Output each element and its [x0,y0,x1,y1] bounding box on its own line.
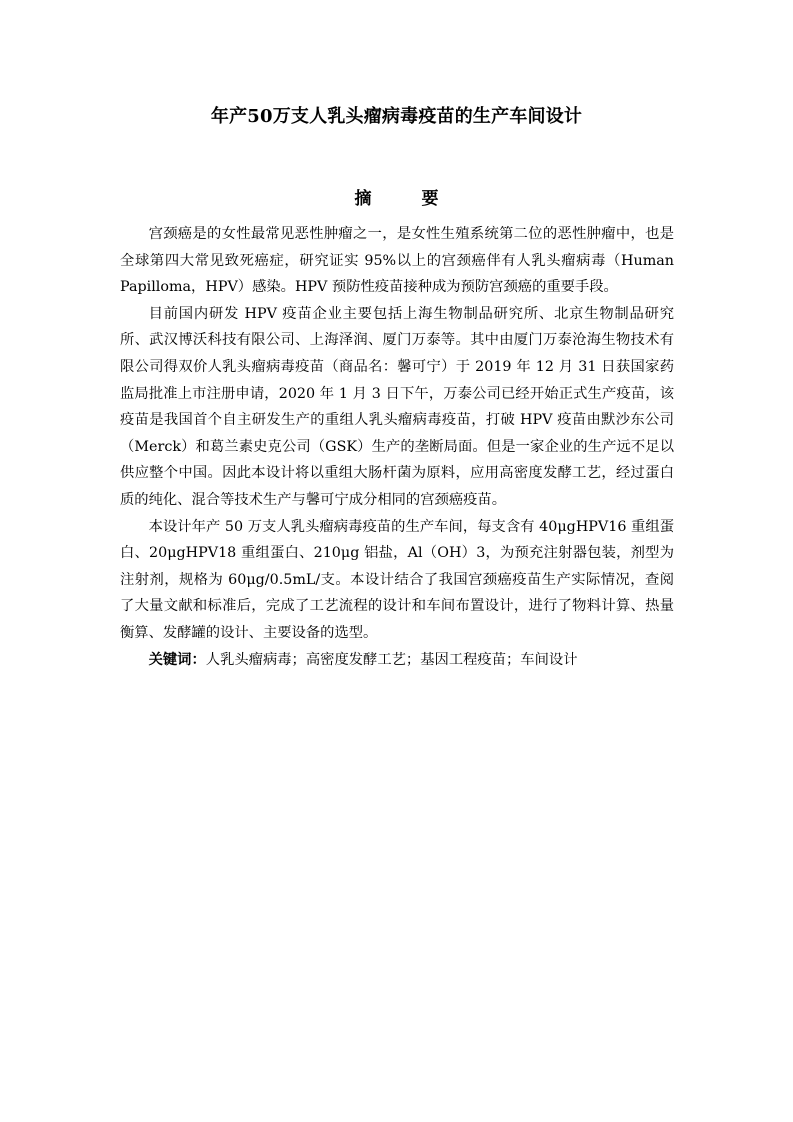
keywords-label: 关键词： [148,651,206,668]
abstract-paragraph-1: 宫颈癌是的女性最常见恶性肿瘤之一，是女性生殖系统第二位的恶性肿瘤中，也是全球第四大常见致死癌症，研究证实 95%以上的宫颈癌伴有人乳头瘤病毒（Human Papilloma，HPV）感染。HPV 预防性疫苗接种成为预防宫颈癌的重要手段。 [120,226,674,296]
keywords-line [120,647,674,674]
abstract-heading: 摘 要 [354,189,461,209]
abstract-paragraph-2: 目前国内研发 HPV 疫苗企业主要包括上海生物制品研究所、北京生物制品研究所、武汉博沃科技有限公司、上海泽润、厦门万泰等。其中由厦门万泰沧海生物技术有限公司得双价人乳头瘤病毒疫苗（商品名：馨可宁）于 2019 年 12 月 31 日获国家药监局批准上市注册申请，2020 年 1 月 3 日下午，万泰公司已经开始正式生产疫苗，该疫苗是我国首个自主研发生产的重组人乳头瘤病毒疫苗，打破 HPV 疫苗由默沙东公司（Merck）和葛兰素史克公司（GSK）生产的垄断局面。但是一家企业的生产远不足以供应整个中国。因此本设计将以重组大肠杆菌为原料，应用高密度发酵工艺，经过蛋白质的纯化、混合等技术生产与馨可宁成分相同的宫颈癌疫苗。 [120,305,674,508]
abstract-body [120,221,674,673]
document-title: 年产50万支人乳头瘤病毒疫苗的生产车间设计 [210,106,583,127]
keywords-text: 人乳头瘤病毒；高密度发酵工艺；基因工程疫苗；车间设计 [205,651,578,668]
abstract-paragraph-3: 本设计年产 50 万支人乳头瘤病毒疫苗的生产车间，每支含有 40μgHPV16 重组蛋白、20μgHPV18 重组蛋白、210μg 铝盐，Al（OH）3，为预充注射器包装，剂型为注射剂，规格为 60μg/0.5mL/支。本设计结合了我国宫颈癌疫苗生产实际情况，查阅了大量文献和标准后，完成了工艺流程的设计和车间布置设计，进行了物料计算、热量衡算、发酵罐的设计、主要设备的选型。 [120,518,674,641]
